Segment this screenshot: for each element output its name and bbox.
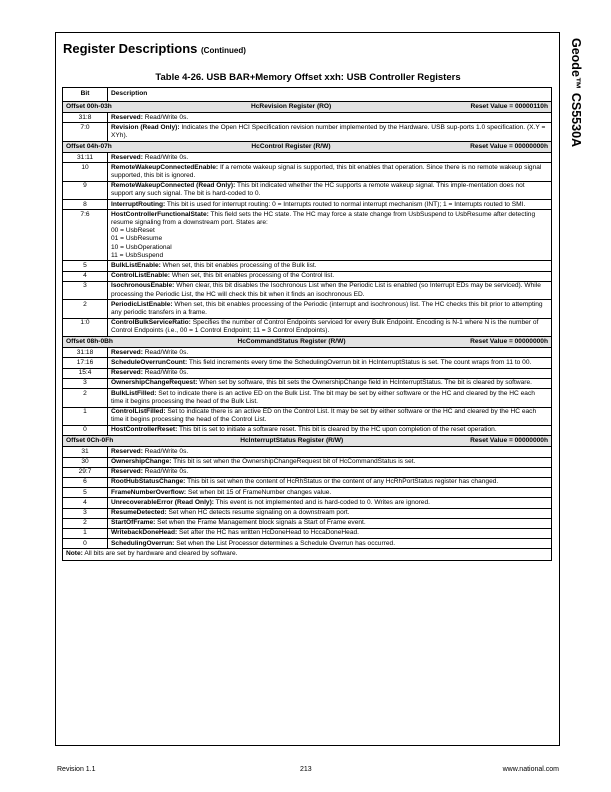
field-name: UnrecoverableError (Read Only): (111, 498, 214, 506)
description-cell (108, 425, 552, 435)
field-name: ScheduleOverrunCount: (111, 358, 188, 366)
description-cell (108, 261, 552, 271)
table-row (63, 407, 552, 425)
note-text: All bits are set by hardware and cleared by software. (82, 550, 238, 558)
field-name: SchedulingOverrun: (111, 539, 175, 547)
bit-cell: 4 (63, 498, 108, 508)
field-name: ControlListEnable: (111, 272, 170, 280)
field-description: When set by software, this bit sets the OwnershipChange field in HcInterruptStatus. The bit is cleared by software. (197, 379, 532, 387)
section-offset: Offset 00h-03h (66, 103, 112, 110)
table-row (63, 498, 552, 508)
field-description: Set when the List Processor determines a Schedule Overrun has occurred. (174, 539, 396, 547)
section-header-cell (63, 337, 552, 348)
field-description: Set when the Frame Management block signals a Start of Frame event. (155, 519, 366, 527)
field-description: When set, this bit enables processing of the Control list. (169, 272, 335, 280)
table-row (63, 457, 552, 467)
field-description: This bit is set to initiate a software reset. This bit is cleared by the HC upon completion of the reset operation. (177, 426, 497, 434)
description-cell (108, 488, 552, 498)
table-row (63, 368, 552, 378)
section-offset: Offset 04h-07h (66, 142, 112, 150)
field-description: If a remote wakeup signal is supported, this bit enables that operation. Since there is no remote wakeup signal supported, this bit is ignored. (111, 163, 542, 179)
table-row (63, 261, 552, 271)
state-encoding: 10 = UsbOperational (111, 243, 172, 251)
field-description: This bit indicated whether the HC supports a remote wakeup signal. This imple-mentation does not support any such signal. The bit is hard-coded to 0. (111, 182, 525, 198)
bit-cell: 30 (63, 457, 108, 467)
description-cell (108, 447, 552, 457)
bit-cell: 15:4 (63, 368, 108, 378)
field-description: Set to indicate there is an active ED on the Control List. It may be set by either software or the HC and cleared by the HC each time it begins processing the head of the Control List. (111, 408, 537, 424)
table-row (63, 508, 552, 518)
field-description: This event is not implemented and is hard-coded to 0. Writes are ignored. (213, 498, 430, 506)
field-name: ResumeDetected: (111, 509, 167, 517)
field-description: Set after the HC has written HcDoneHead to HccaDoneHead. (177, 529, 359, 537)
field-name: Reserved: (111, 348, 143, 356)
section-register-name: HcCommandStatus Register (R/W) (237, 338, 346, 346)
field-description: This field sets the HC state. The HC may force a state change from UsbSuspend to UsbResume after detecting resume signaling from a downstream port. States are: (111, 210, 536, 226)
register-section-header (63, 337, 552, 348)
description-cell (108, 407, 552, 425)
table-row (63, 271, 552, 281)
table-row (63, 348, 552, 358)
field-description: This field increments every time the SchedulingOverrun bit in HcInterruptStatus is set. The count wraps from 11 to 00. (187, 358, 532, 366)
field-name: IsochronousEnable: (111, 282, 175, 290)
field-description: When clear, this bit disables the Isochronous List when the Periodic List is enabled (so Interrupt EDs may be serviced). While processing the Periodic List, the HC will check this bit when it finds an isochronous ED. (111, 282, 541, 298)
bit-cell: 2 (63, 518, 108, 528)
section-register-name: HcInterruptStatus Register (R/W) (240, 437, 344, 445)
footer-page-number: 213 (300, 766, 312, 773)
description-cell (108, 389, 552, 407)
table-row (63, 425, 552, 435)
bit-cell: 8 (63, 200, 108, 210)
bit-cell: 17:16 (63, 358, 108, 368)
field-description: Read/Write 0s. (142, 348, 189, 356)
bit-cell: 7:6 (63, 210, 108, 261)
table-row (63, 123, 552, 141)
bit-cell: 31:18 (63, 348, 108, 358)
bit-cell: 2 (63, 300, 108, 318)
table-row (63, 528, 552, 538)
bit-cell: 5 (63, 261, 108, 271)
field-name: BulkListFilled: (111, 389, 157, 397)
description-cell (108, 181, 552, 199)
field-name: HostControllerFunctionalState: (111, 210, 209, 218)
table-row (63, 518, 552, 528)
field-description: This bit is set when the OwnershipChangeRequest bit of HcCommandStatus is set. (171, 458, 416, 466)
table-title: Table 4-26. USB BAR+Memory Offset xxh: USB Controller Registers (155, 72, 461, 83)
section-offset: Offset 08h-0Bh (66, 338, 113, 346)
description-cell (108, 539, 552, 549)
field-name: OwnershipChangeRequest: (111, 379, 198, 387)
field-name: BulkListEnable: (111, 261, 161, 269)
description-cell (108, 300, 552, 318)
field-description: Set to indicate there is an active ED on the Bulk List. The bit may be set by either software or the HC and cleared by the HC each time it begins processing the head of the Bulk List. (111, 389, 535, 405)
bit-cell: 9 (63, 181, 108, 199)
field-name: WritebackDoneHead: (111, 529, 178, 537)
description-column-header: Description (108, 88, 552, 102)
table-row (63, 163, 552, 181)
bit-cell: 31:11 (63, 153, 108, 163)
field-name: HostControllerReset: (111, 426, 178, 434)
section-heading (63, 41, 246, 56)
section-offset: Offset 0Ch-0Fh (66, 437, 114, 445)
section-header-cell (63, 141, 552, 152)
register-table (62, 87, 552, 561)
description-cell (108, 210, 552, 261)
description-cell (108, 163, 552, 181)
bit-cell: 4 (63, 271, 108, 281)
side-product-label (565, 38, 587, 288)
description-cell (108, 467, 552, 477)
field-description: Read/Write 0s. (142, 468, 189, 476)
note-cell (63, 549, 552, 560)
footer-revision: Revision 1.1 (57, 766, 96, 773)
field-name: OwnershipChange: (111, 458, 172, 466)
heading-continued: (Continued) (201, 46, 246, 55)
description-cell (108, 123, 552, 141)
table-row (63, 318, 552, 336)
bit-cell: 1 (63, 407, 108, 425)
table-row (63, 389, 552, 407)
bit-cell: 0 (63, 539, 108, 549)
section-reset-value: Reset Value = 00000000h (470, 338, 548, 346)
table-body (63, 102, 552, 561)
field-name: Reserved: (111, 113, 143, 121)
bit-cell: 29:7 (63, 467, 108, 477)
table-row (63, 300, 552, 318)
table-row (63, 539, 552, 549)
description-cell (108, 153, 552, 163)
register-section-header (63, 102, 552, 113)
table-header-row (63, 88, 552, 102)
register-section-header (63, 141, 552, 152)
table-row (63, 281, 552, 299)
description-cell (108, 348, 552, 358)
field-name: StartOfFrame: (111, 519, 156, 527)
field-name: Reserved: (111, 468, 143, 476)
description-cell (108, 477, 552, 487)
section-header-content (66, 338, 548, 346)
field-description: When set, this bit enables processing of the Periodic (interrupt and isochronous) list. The HC checks this bit prior to attempting any periodic transfers in a frame. (111, 300, 543, 316)
description-cell (108, 457, 552, 467)
field-name: Reserved: (111, 447, 143, 455)
state-encoding: 11 = UsbSuspend (111, 251, 164, 259)
description-cell (108, 358, 552, 368)
table-row (63, 200, 552, 210)
table-row (63, 477, 552, 487)
bit-cell: 7:0 (63, 123, 108, 141)
description-cell (108, 528, 552, 538)
section-header-content (66, 437, 548, 445)
table-row (63, 181, 552, 199)
bit-cell: 31 (63, 447, 108, 457)
product-name: Geode™ CS5530A (569, 38, 583, 148)
description-cell (108, 113, 552, 123)
field-name: ControlListFilled: (111, 408, 166, 415)
section-register-name: HcRevision Register (RO) (251, 103, 332, 110)
field-description: This bit is used for interrupt routing: 0 = Interrupts routed to normal interrupt mechanism (INT); 1 = Interrupts routed to SMI. (165, 200, 526, 208)
section-reset-value: Reset Value = 00000110h (470, 103, 548, 110)
table-row (63, 210, 552, 261)
field-description: Read/Write 0s. (142, 447, 189, 455)
section-header-cell (63, 436, 552, 447)
field-description: Specifies the number of Control Endpoints serviced for every Bulk Endpoint. Encoding is N-1 where N is the number of Control Endpoints (i.e., 00 = 1 Control Endpoint; 11 = 3 Control Endpoints). (111, 319, 539, 335)
section-header-content (66, 143, 548, 151)
table-row (63, 467, 552, 477)
field-name: RootHubStatusChange: (111, 478, 186, 486)
field-name: Reserved: (111, 369, 143, 377)
description-cell (108, 318, 552, 336)
section-register-name: HcControl Register (R/W) (251, 142, 331, 150)
section-reset-value: Reset Value = 00000000h (470, 142, 548, 150)
bit-cell: 5 (63, 488, 108, 498)
bit-cell: 3 (63, 378, 108, 388)
description-cell (108, 200, 552, 210)
table-row (63, 113, 552, 123)
description-cell (108, 368, 552, 378)
section-header-cell (63, 102, 552, 113)
table-row (63, 358, 552, 368)
state-encoding: 00 = UsbReset (111, 227, 155, 235)
field-description: This bit is set when the content of HcRhStatus or the content of any HcRhPortStatus register has changed. (185, 478, 499, 486)
field-name: Revision (Read Only): (111, 123, 180, 131)
field-name: PeriodicListEnable: (111, 300, 173, 308)
state-encoding: 01 = UsbResume (111, 235, 163, 243)
bit-cell: 6 (63, 477, 108, 487)
field-name: Reserved: (111, 153, 143, 161)
bit-cell: 1:0 (63, 318, 108, 336)
note-row (63, 549, 552, 560)
bit-cell: 1 (63, 528, 108, 538)
field-name: ControlBulkServiceRatio: (111, 319, 191, 327)
bit-cell: 3 (63, 281, 108, 299)
bit-cell: 10 (63, 163, 108, 181)
note-label: Note: (66, 550, 83, 558)
field-description: Read/Write 0s. (142, 369, 189, 377)
register-section-header (63, 436, 552, 447)
field-description: Read/Write 0s. (142, 113, 189, 121)
bit-column-header: Bit (63, 88, 108, 102)
bit-cell: 0 (63, 425, 108, 435)
description-cell (108, 378, 552, 388)
description-cell (108, 508, 552, 518)
field-description: Set when HC detects resume signaling on a downstream port. (166, 509, 350, 517)
bit-cell: 31:8 (63, 113, 108, 123)
table-row (63, 447, 552, 457)
bit-cell: 3 (63, 508, 108, 518)
table-row (63, 488, 552, 498)
field-name: InterruptRouting: (111, 200, 166, 208)
field-description: When set, this bit enables processing of the Bulk list. (160, 261, 317, 269)
table-row (63, 153, 552, 163)
section-reset-value: Reset Value = 00000000h (470, 437, 548, 445)
footer-url: www.national.com (502, 766, 559, 773)
bit-cell: 2 (63, 389, 108, 407)
field-name: FrameNumberOverflow: (111, 488, 187, 496)
table-row (63, 378, 552, 388)
description-cell (108, 271, 552, 281)
description-cell (108, 498, 552, 508)
field-description: Indicates the Open HCI Specification revision number implemented by the Hardware. USB sup-ports 1.0 specification. (X.Y = XYh). (111, 123, 546, 140)
description-cell (108, 281, 552, 299)
description-cell (108, 518, 552, 528)
section-header-content (66, 103, 548, 111)
field-description: Read/Write 0s. (142, 153, 189, 161)
field-name: RemoteWakeupConnected (Read Only): (111, 182, 236, 190)
field-description: Set when bit 15 of FrameNumber changes value. (186, 488, 332, 496)
heading-title: Register Descriptions (63, 41, 198, 56)
field-name: RemoteWakeupConnectedEnable: (111, 163, 219, 171)
